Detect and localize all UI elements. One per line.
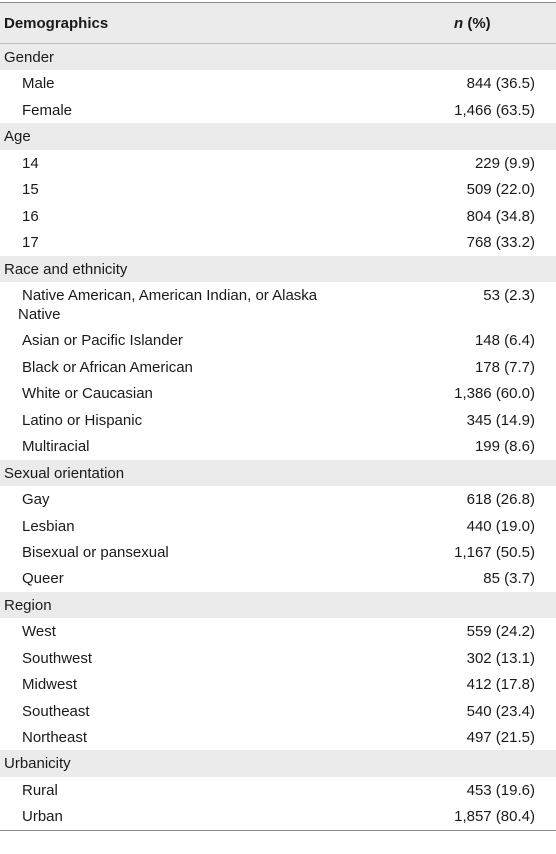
row-label	[0, 207, 352, 226]
table-body	[0, 44, 556, 830]
table-row	[0, 150, 556, 176]
row-label	[0, 675, 352, 694]
row-label-text: 15	[22, 181, 39, 199]
demographics-table	[0, 2, 556, 831]
table-row	[0, 327, 556, 353]
table-row	[0, 354, 556, 380]
group-row	[0, 256, 556, 282]
table-row	[0, 565, 556, 591]
row-label	[0, 437, 352, 456]
row-value: 453 (19.6)	[466, 781, 535, 799]
group-row	[0, 460, 556, 486]
row-label-continuation: Native	[18, 305, 61, 323]
header-n: n	[454, 14, 464, 32]
row-label-text: 17	[22, 234, 39, 252]
row-label	[0, 728, 352, 747]
table-row	[0, 539, 556, 565]
row-value: 440 (19.0)	[466, 517, 535, 535]
row-label-text: 14	[22, 154, 39, 172]
table-row	[0, 513, 556, 539]
row-label-text: White or Caucasian	[22, 385, 153, 403]
row-label-text: Latino or Hispanic	[22, 411, 143, 429]
row-value: 540 (23.4)	[466, 702, 535, 720]
row-label	[0, 180, 352, 199]
row-label	[0, 101, 352, 120]
row-label-text: Asian or Pacific Islander	[22, 332, 183, 350]
group-label: Race and ethnicity	[4, 260, 128, 278]
group-row	[0, 592, 556, 618]
row-value: 1,386 (60.0)	[454, 385, 535, 403]
header-n-percent	[454, 15, 556, 32]
row-value: 412 (17.8)	[466, 676, 535, 694]
row-label-text: Gay	[22, 491, 50, 509]
group-row	[0, 123, 556, 149]
row-label	[0, 154, 352, 173]
table-row	[0, 282, 556, 328]
group-label: Urbanicity	[4, 755, 71, 773]
row-label	[0, 384, 352, 403]
row-value: 844 (36.5)	[466, 75, 535, 93]
row-value: 85 (3.7)	[483, 570, 535, 588]
row-value: 345 (14.9)	[466, 411, 535, 429]
row-label-text: Southwest	[22, 649, 93, 667]
table-row	[0, 698, 556, 724]
row-label-text: Native American, American Indian, or Alaska	[22, 286, 318, 304]
row-label	[0, 622, 352, 641]
row-label	[0, 517, 352, 536]
row-label	[0, 781, 352, 800]
row-label-text: Southeast	[22, 702, 90, 720]
row-value: 199 (8.6)	[474, 438, 535, 456]
table-row	[0, 618, 556, 644]
row-value: 618 (26.8)	[466, 491, 535, 509]
row-value: 148 (6.4)	[474, 332, 535, 350]
row-label-text: Female	[22, 101, 73, 119]
row-label	[0, 233, 352, 252]
row-label-text: Northeast	[22, 729, 88, 746]
row-label	[0, 490, 352, 509]
row-label-text: Black or African American	[22, 358, 193, 376]
row-label	[0, 702, 352, 721]
row-value: 497 (21.5)	[466, 729, 535, 746]
row-value: 302 (13.1)	[466, 649, 535, 667]
row-value: 178 (7.7)	[474, 358, 535, 376]
row-label-text: Rural	[22, 781, 58, 799]
row-label-text: Lesbian	[22, 517, 75, 535]
row-label-text: Queer	[22, 570, 64, 588]
row-label	[0, 358, 352, 377]
row-value: 1,466 (63.5)	[454, 101, 535, 119]
row-value: 559 (24.2)	[466, 623, 535, 641]
table-row	[0, 203, 556, 229]
table-row	[0, 97, 556, 123]
row-label-text: Midwest	[22, 676, 78, 694]
row-label	[0, 411, 352, 430]
row-label-text: West	[22, 623, 56, 641]
table-row	[0, 486, 556, 512]
row-value: 768 (33.2)	[466, 234, 535, 252]
row-value: 229 (9.9)	[474, 154, 535, 172]
group-label: Age	[4, 128, 31, 146]
row-label-text: 16	[22, 207, 39, 225]
header-demographics: Demographics	[4, 14, 109, 32]
row-label-text: Bisexual or pansexual	[22, 543, 169, 561]
row-label	[0, 74, 352, 93]
table-row	[0, 70, 556, 96]
table-row	[0, 645, 556, 671]
header-percent: (%)	[463, 14, 491, 32]
group-label: Sexual orientation	[4, 464, 125, 482]
table-row	[0, 433, 556, 459]
table-row	[0, 407, 556, 433]
table-row	[0, 803, 556, 829]
table-row	[0, 176, 556, 202]
group-row	[0, 44, 556, 70]
row-label	[0, 807, 352, 826]
row-label	[0, 569, 352, 588]
bottom-rule	[0, 830, 556, 831]
row-label	[0, 286, 352, 324]
group-row	[0, 750, 556, 776]
table-row	[0, 229, 556, 255]
row-label-text: Multiracial	[22, 438, 90, 456]
row-label	[0, 543, 352, 562]
table-row	[0, 671, 556, 697]
row-label	[0, 649, 352, 668]
row-label-text: Urban	[22, 808, 63, 826]
table-row	[0, 724, 556, 750]
row-value: 804 (34.8)	[466, 207, 535, 225]
row-value: 509 (22.0)	[466, 181, 535, 199]
group-label: Gender	[4, 49, 55, 66]
table-row	[0, 380, 556, 406]
row-value: 1,167 (50.5)	[454, 543, 535, 561]
row-value: 1,857 (80.4)	[454, 808, 535, 826]
row-label-text: Male	[22, 75, 55, 93]
table-header	[0, 3, 556, 43]
row-value: 53 (2.3)	[483, 286, 535, 304]
group-label: Region	[4, 596, 52, 614]
table-row	[0, 777, 556, 803]
row-label	[0, 331, 352, 350]
